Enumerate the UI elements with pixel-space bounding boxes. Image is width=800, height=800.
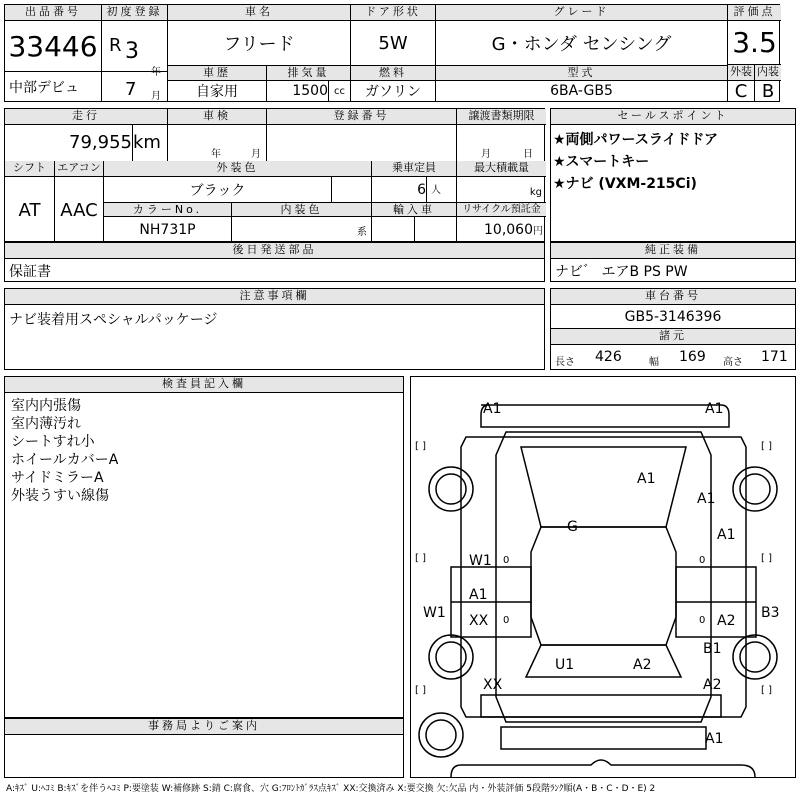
grade: G・ホンダ センシング [436,21,728,65]
colorno-label: カラーNo. [104,203,232,217]
zero-mark: 0 [699,555,706,566]
later-value: 保証書 [9,264,51,280]
model: 6BA-GB5 [436,81,728,101]
inspector-line: 外装うすい線傷 [11,488,109,504]
capacity: 6 [372,177,427,203]
ac-label: エアコン [55,161,104,177]
ext-label: 外装 [728,65,755,81]
history-label: 車歴 [168,65,267,81]
ac: AAC [55,177,104,243]
month: 7 [125,79,137,100]
inspector-line: サイドミラーA [11,470,104,486]
body-outline [461,437,746,717]
era: R [109,35,122,56]
transfer-day: 日 [523,149,533,160]
damage-mark: A1 [717,527,736,543]
recycle: 10,060 [484,222,533,238]
score-label: 評価点 [728,5,781,21]
bracket-label: [ ] [761,685,772,696]
displacement-label: 排気量 [267,65,351,81]
detail-block [4,108,545,242]
chassis-label: 車台番号 [551,289,795,305]
bracket-label: [ ] [415,685,426,696]
damage-mark: A1 [705,731,724,747]
recycle-label: リサイクル預託金 [457,203,546,217]
hei-label: 高さ [723,357,743,368]
regno-label: 登録番号 [267,109,457,125]
zero-mark: 0 [699,615,706,626]
zero-mark: 0 [503,555,510,566]
ext: C [728,81,755,101]
dims-label: 諸元 [551,329,795,345]
import-label: 輸入車 [372,203,457,217]
displacement: 1500 [267,81,329,101]
insp-year: 年 [211,149,221,160]
rear-bumper [481,695,721,717]
transfer-label: 譲渡書類期限 [457,109,546,125]
debut-label: 中部デビュ [5,71,102,101]
car-name: フリード [168,21,351,65]
shift-label: シフト [5,161,55,177]
inspector-block [4,376,404,718]
chassis-value: GB5-3146396 [551,305,795,329]
mileage: 79,955 [5,125,133,161]
later-label: 後日発送部品 [5,243,544,259]
damage-mark: U1 [555,657,575,673]
capacity-label: 乗車定員 [372,161,457,177]
bracket-label: [ ] [761,441,772,452]
rear-bumper-lower [501,727,706,749]
wid-label: 幅 [649,357,659,368]
door-label: ドア形状 [351,5,436,21]
office-label: 事務局よりご案内 [5,719,403,735]
maxload-unit: kg [457,177,546,203]
car-diagram [410,376,796,778]
lot-number: 33446 [5,21,102,71]
int: B [761,81,775,101]
damage-mark: A1 [705,401,724,417]
int-label: 内装 [755,65,781,81]
inspector-line: 室内薄汚れ [11,416,81,432]
equip-value: ナビ゛ エアB PS PW [555,264,688,280]
grade-label: グレード [436,5,728,21]
history: 自家用 [168,81,267,101]
fuel: ガソリン [351,81,436,101]
cc-unit: cc [329,81,351,101]
damage-mark: W1 [469,553,492,569]
inspection-label: 車検 [168,109,267,125]
rear-window [526,645,681,677]
sales-item: ★スマートキー [553,154,650,170]
car-name-label: 車名 [168,5,351,21]
bracket-label: [ ] [761,553,772,564]
model-label: 型式 [436,65,728,81]
damage-mark: G [567,519,578,535]
reg-label: 初度登録 [102,5,168,21]
damage-mark: A2 [717,613,736,629]
damage-mark: XX [469,613,489,629]
chassis-block [550,288,796,370]
transfer-month: 月 [481,149,491,160]
inspector-label: 検査員記入欄 [5,377,403,393]
inspector-line: 室内内張傷 [11,398,81,414]
equip-label: 純正装備 [551,243,795,259]
len-value: 426 [595,349,622,365]
bracket-label: [ ] [415,441,426,452]
damage-mark: B3 [761,605,780,621]
insp-month: 月 [251,149,261,160]
equipment-block [550,242,796,282]
front-bumper [481,405,729,427]
shift: AT [5,177,55,243]
door: 5W [351,21,436,65]
colorno: NH731P [104,217,232,243]
damage-mark: A2 [703,677,722,693]
km-unit: km [133,125,168,161]
notes-value: ナビ装着用スペシャルパッケージ [9,312,218,328]
bracket-label: [ ] [415,553,426,564]
capacity-unit: 人 [427,177,457,203]
lot-label: 出品番号 [5,5,102,21]
sales-label: セールスポイント [551,109,795,125]
damage-mark: A1 [637,471,656,487]
sales-item: ★両側パワースライドドア [553,132,719,148]
wid-value: 169 [679,349,706,365]
fuel-label: 燃料 [351,65,436,81]
later-parts-block [4,242,545,282]
interior-unit: 系 [232,217,372,243]
sales-item: ★ナビ (VXM-215Ci) [553,176,697,192]
year: 3 [125,39,139,64]
recycle-unit: 円 [533,226,543,237]
legend: A:ｷｽﾞ U:ﾍｺﾐ B:ｷｽﾞを伴うﾍｺﾐ P:要塗装 W:補修跡 S:錆 C:腐食、穴 G:ﾌﾛﾝﾄｶﾞﾗｽ点ｷｽﾞ XX:交換済み X:要交換 欠:欠品 内・外装評価 5段階ﾗﾝｸ順(A・B・C・D・E) 2 [6,784,656,794]
car-diagram-svg [411,377,795,777]
damage-mark: XX [483,677,503,693]
score: 3.5 [728,21,781,65]
damage-mark: B1 [703,641,722,657]
sales-point-block [550,108,796,242]
maxload-label: 最大積載量 [457,161,546,177]
windshield [521,447,686,527]
inspector-line: シートすれ小 [11,434,95,450]
damage-mark: A1 [697,491,716,507]
damage-mark: A1 [483,401,502,417]
month-unit: 月 [151,91,161,102]
damage-mark: A1 [469,587,488,603]
exterior: ブラック [104,177,332,203]
notes-block [4,288,545,370]
year-unit: 年 [151,67,161,78]
header-block [4,4,780,102]
office-block [4,718,404,778]
interior-label: 内装色 [232,203,372,217]
len-label: 長さ [555,357,575,368]
mileage-label: 走行 [5,109,168,125]
exterior-label: 外装色 [104,161,372,177]
hei-value: 171 [761,349,788,365]
damage-mark: A2 [633,657,652,673]
zero-mark: 0 [503,615,510,626]
roof [531,527,676,645]
damage-mark: W1 [423,605,446,621]
notes-label: 注意事項欄 [5,289,544,305]
inspector-line: ホイールカバーA [11,452,119,468]
